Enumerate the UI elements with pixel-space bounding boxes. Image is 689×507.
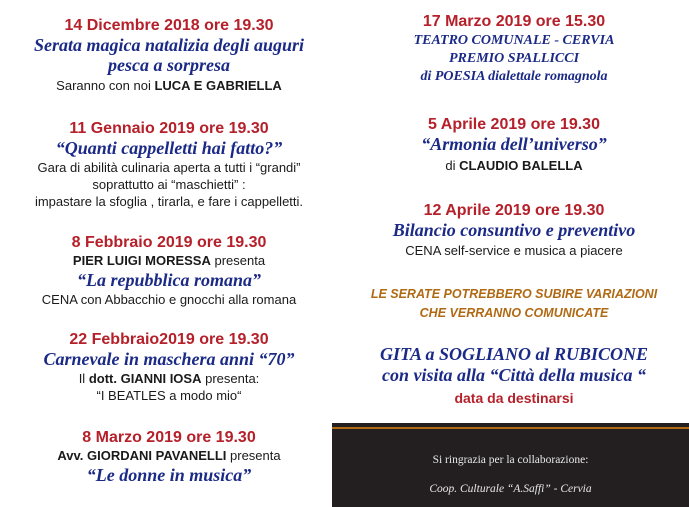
event-date: 11 Gennaio 2019 ore 19.30 xyxy=(69,120,269,137)
event-title-line-1: Serata magica natalizia degli auguri xyxy=(33,35,305,55)
footer-coop: Coop. Culturale “A.Saffi” - Cervia xyxy=(429,483,592,495)
presenter-suffix: presenta xyxy=(226,448,281,463)
gita-line-1: GITA a SOGLIANO al RUBICONE xyxy=(379,344,649,364)
event-description xyxy=(0,77,338,94)
event-title: “Le donne in musica” xyxy=(86,465,252,485)
event-line-1: TEATRO COMUNALE - CERVIA xyxy=(413,33,615,48)
event-14-dicembre xyxy=(0,16,338,94)
desc-text: Saranno con noi xyxy=(56,78,155,93)
event-line-2: PREMIO SPALLICCI xyxy=(448,51,580,66)
event-date: 8 Febbraio 2019 ore 19.30 xyxy=(71,234,267,251)
event-date: 8 Marzo 2019 ore 19.30 xyxy=(82,429,256,446)
footer-divider xyxy=(332,427,689,429)
event-title: Carnevale in maschera anni “70” xyxy=(43,349,295,369)
notice-line-1: LE SERATE POTREBBERO SUBIRE VARIAZIONI xyxy=(370,287,658,301)
event-8-marzo xyxy=(0,428,338,485)
gita-line-2: con visita alla “Città della musica “ xyxy=(381,365,646,385)
event-description: “I BEATLES a modo mio“ xyxy=(96,388,242,403)
event-date: 22 Febbraio2019 ore 19.30 xyxy=(69,331,269,348)
event-title-line-2: pesca a sorpresa xyxy=(108,55,230,75)
presenter-name: dott. GIANNI IOSA xyxy=(88,371,202,386)
event-title: “Armonia dell’universo” xyxy=(421,134,607,154)
event-desc-line-2: soprattutto ai “maschietti” : xyxy=(92,177,246,192)
event-desc-line-1: Gara di abilità culinaria aperta a tutti i “grandi” xyxy=(37,160,301,175)
presenter-name: CLAUDIO BALELLA xyxy=(459,158,583,173)
event-17-marzo xyxy=(346,12,682,86)
event-desc-line-3: impastare la sfoglia , tirarla, e fare i cappelletti. xyxy=(34,194,304,209)
event-presenter xyxy=(0,447,338,464)
event-presenter xyxy=(346,157,682,174)
event-title: “Quanti cappelletti hai fatto?” xyxy=(55,138,283,158)
event-description: CENA con Abbacchio e gnocchi alla romana xyxy=(41,292,297,307)
notice-line-2: CHE VERRANNO COMUNICATE xyxy=(419,306,609,320)
event-presenter xyxy=(0,370,338,387)
event-22-febbraio xyxy=(0,330,338,404)
presenter-name: Avv. GIORDANI PAVANELLI xyxy=(57,448,227,463)
event-date: 5 Aprile 2019 ore 19.30 xyxy=(428,116,600,133)
event-title: “La repubblica romana” xyxy=(76,270,261,290)
gita-block xyxy=(346,344,682,407)
event-8-febbraio xyxy=(0,233,338,308)
desc-bold: LUCA E GABRIELLA xyxy=(154,78,282,93)
event-date: 12 Aprile 2019 ore 19.30 xyxy=(423,202,605,219)
presenter-prefix: di xyxy=(445,158,460,173)
schedule-notice xyxy=(346,285,682,323)
footer-thanks: Si ringrazia per la collaborazione: xyxy=(432,454,589,466)
event-date: 17 Marzo 2019 ore 15.30 xyxy=(422,13,606,30)
event-11-gennaio xyxy=(0,119,338,210)
event-date: 14 Dicembre 2018 ore 19.30 xyxy=(64,17,274,34)
presenter-suffix: presenta: xyxy=(201,371,260,386)
event-presenter xyxy=(0,252,338,269)
event-line-3: di POESIA dialettale romagnola xyxy=(420,69,608,84)
presenter-suffix: presenta xyxy=(210,253,266,268)
presenter-name: PIER LUIGI MORESSA xyxy=(72,253,211,268)
presenter-prefix: Il xyxy=(78,371,89,386)
event-description: CENA self-service e musica a piacere xyxy=(405,243,623,258)
gita-date: data da destinarsi xyxy=(454,390,574,406)
event-title: Bilancio consuntivo e preventivo xyxy=(392,220,636,240)
acknowledgement-footer xyxy=(332,423,689,507)
event-5-aprile xyxy=(346,115,682,174)
event-12-aprile xyxy=(346,201,682,259)
